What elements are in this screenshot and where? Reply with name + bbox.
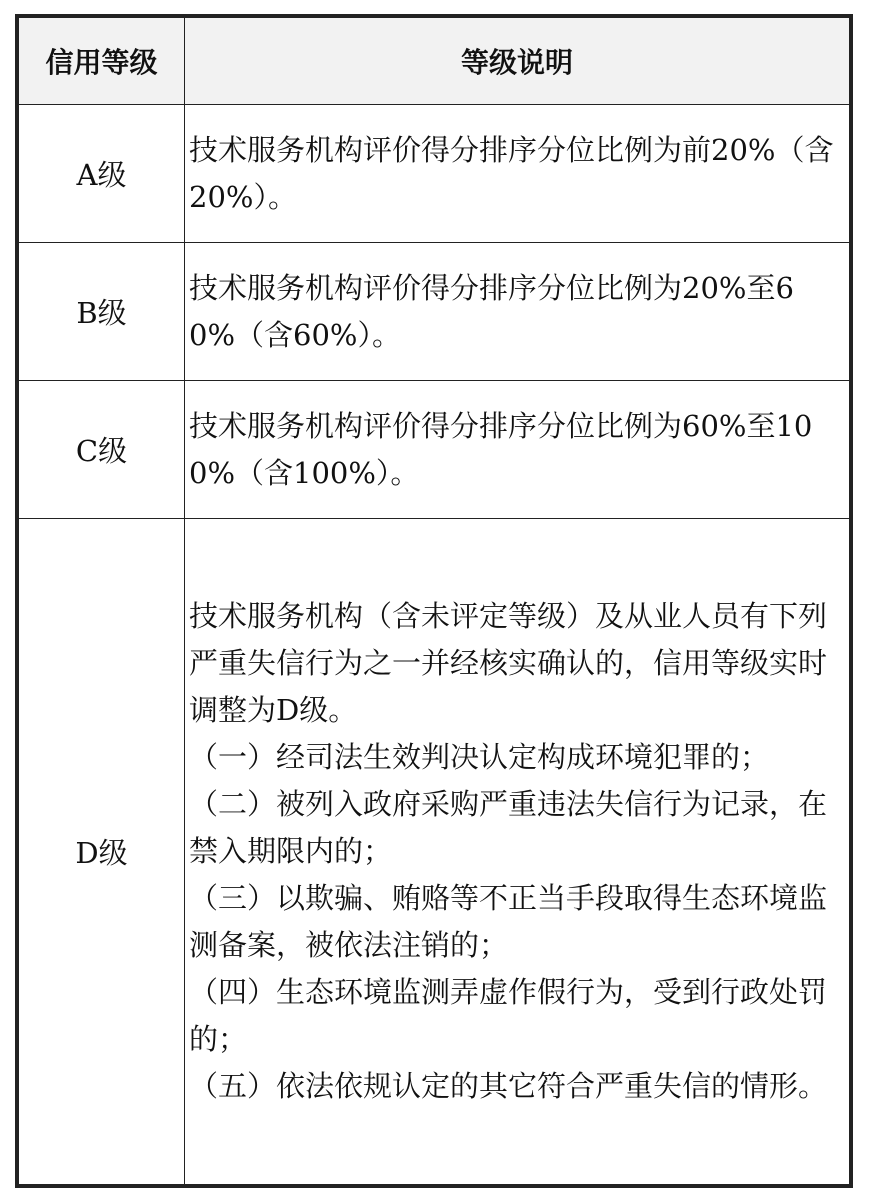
table-header-row	[19, 18, 850, 105]
d-grade-intro: 技术服务机构（含未评定等级）及从业人员有下列严重失信行为之一并经核实确认的，信用等级实时调整为D级。	[189, 599, 828, 727]
table-row	[19, 519, 850, 1185]
grade-cell-a: A级	[19, 105, 185, 243]
header-credit-grade: 信用等级	[19, 18, 185, 105]
table-row	[19, 381, 850, 519]
d-grade-item-2: （二）被列入政府采购严重违法失信行为记录，在禁入期限内的；	[189, 787, 828, 868]
description-cell-a: 技术服务机构评价得分排序分位比例为前20%（含20%）。	[185, 105, 850, 243]
grade-cell-c: C级	[19, 381, 185, 519]
d-grade-item-3: （三）以欺骗、贿赂等不正当手段取得生态环境监测备案，被依法注销的；	[189, 881, 828, 962]
table-row	[19, 105, 850, 243]
description-cell-d	[185, 519, 850, 1185]
credit-grade-table-frame	[15, 14, 853, 1188]
grade-cell-b: B级	[19, 243, 185, 381]
d-grade-item-1: （一）经司法生效判决认定构成环境犯罪的；	[189, 740, 770, 774]
header-grade-description: 等级说明	[185, 18, 850, 105]
description-cell-c: 技术服务机构评价得分排序分位比例为60%至100%（含100%）。	[185, 381, 850, 519]
d-grade-item-4: （四）生态环境监测弄虚作假行为，受到行政处罚的；	[189, 975, 828, 1056]
d-grade-item-5: （五）依法依规认定的其它符合严重失信的情形。	[189, 1069, 828, 1103]
credit-grade-table	[18, 17, 850, 1185]
description-cell-b: 技术服务机构评价得分排序分位比例为20%至60%（含60%）。	[185, 243, 850, 381]
grade-cell-d: D级	[19, 519, 185, 1185]
table-row	[19, 243, 850, 381]
